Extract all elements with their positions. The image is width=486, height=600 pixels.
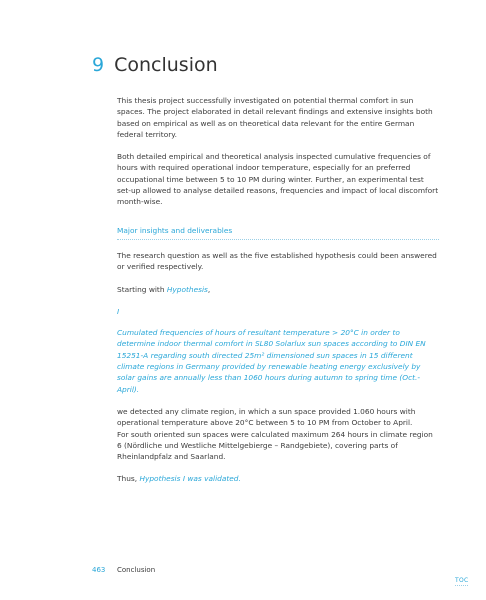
hypothesis-validated-link[interactable]: Hypothesis I was validated [139, 474, 239, 484]
findings-line-2: For south oriented sun spaces were calculated maximum 264 hours in climate region 6 (Nördliche und Westliche Mittelgebierge – Randgebiete), covering parts of Rheinlandpfalz and Saarland. [117, 429, 433, 462]
chapter-title: Conclusion [114, 54, 218, 76]
paragraph-findings [117, 406, 439, 462]
findings-line-1: we detected any climate region, in which a sun space provided 1.060 hours with operational temperature above 20°C between 5 to 10 PM from October to April. [117, 406, 416, 428]
starting-suffix: , [207, 284, 211, 294]
chapter-heading [92, 54, 218, 76]
validation-suffix: . [238, 474, 241, 484]
paragraph-validation [117, 473, 439, 484]
paragraph-starting [117, 284, 439, 295]
section-subheading: Major insights and deliverables [117, 225, 439, 240]
validation-prefix: Thus, [117, 474, 140, 484]
starting-prefix: Starting with [117, 284, 167, 294]
toc-link[interactable]: TOC [455, 577, 469, 584]
body-content [117, 95, 439, 485]
paragraph-analysis: Both detailed empirical and theoretical analysis inspected cumulative frequencies of hours with required operational indoor temperature, especially for an preferred occupational time between 5 to 10 PM during winter. Further, an experimental test set-up allowed to analyse detailed reasons, frequencies and impact of local discomfort month-wise. [117, 152, 439, 207]
hypothesis-numeral: I [117, 306, 120, 316]
paragraph-intro: This thesis project successfully investigated on potential thermal comfort in sun spaces. The project elaborated in detail relevant findings and extensive insights both based on empirical as well as on theoretical data relevant for the entire German federal territory. [117, 96, 433, 139]
paragraph-research-question: The research question as well as the five established hypothesis could been answered or verified respectively. [117, 250, 437, 272]
page-number: 463 [92, 566, 106, 574]
chapter-number: 9 [92, 54, 105, 76]
hypothesis-link[interactable]: Hypothesis [166, 284, 208, 294]
hypothesis-statement: Cumulated frequencies of hours of resultant temperature > 20°C in order to determine indoor thermal comfort in SL80 Solarlux sun spaces according to DIN EN 15251-A regarding south directed 25m² dimensioned sun spaces in 15 different climate regions in Germany provided by renewable heating energy exclusively by solar gains are annually less than 1060 hours during autumn to spring time (Oct.-April). [117, 328, 426, 394]
footer-section-label: Conclusion [117, 566, 156, 574]
